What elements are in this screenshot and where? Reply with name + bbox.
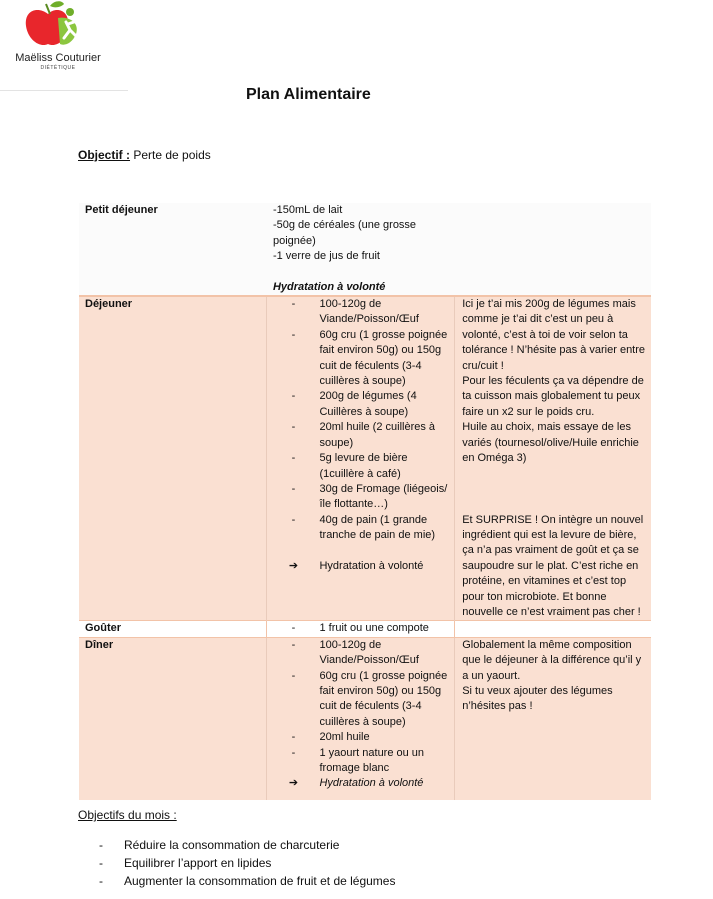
snack-items	[267, 621, 455, 637]
meal-label: Dîner	[79, 637, 267, 800]
table-row-dinner	[79, 637, 651, 800]
breakfast-line: -150mL de lait	[272, 204, 343, 216]
breakfast-line: -1 verre de jus de fruit	[272, 250, 380, 263]
brand-name: Maëliss Couturier	[15, 52, 101, 64]
page-title: Plan Alimentaire	[246, 86, 371, 103]
apple-runner-logo	[10, 0, 128, 90]
breakfast-line: -50g de céréales (une grosse poignée)	[272, 219, 417, 247]
list-item: - 60g cru (1 grosse poignée fait environ 50g) ou 150g cuit de féculents (3-4 cuillères à soupe)	[291, 328, 448, 388]
list-item: - 30g de Fromage (liégeois/ île flottante…)	[291, 482, 448, 511]
breakfast-content	[267, 203, 651, 296]
lunch-hydration: ➔ Hydratation à volonté	[267, 559, 454, 574]
list-item: - 5g levure de bière (1cuillère à café)	[291, 452, 408, 480]
dinner-notes	[455, 637, 651, 800]
list-item: - Equilibrer l’apport en lipides	[99, 856, 272, 870]
objective-label: Objectif :	[78, 148, 131, 162]
table-row-snack	[79, 621, 651, 637]
list-item: - 60g cru (1 grosse poignée fait environ 50g) ou 150g cuit de féculents (3-4 cuillères à soupe)	[291, 669, 448, 728]
logo-divider	[0, 90, 128, 91]
list-item: - Réduire la consommation de charcuterie	[99, 838, 340, 852]
dinner-items	[267, 637, 455, 800]
lunch-note: Pour les féculents ça va dépendre de ta cuisson mais globalement tu peux faire un x2 sur le poids cru.	[462, 375, 644, 418]
list-item: - 1 fruit ou une compote	[291, 622, 429, 635]
monthly-objectives-list	[78, 836, 395, 890]
objective	[78, 148, 211, 162]
table-row-breakfast	[79, 203, 651, 296]
arrow-icon: ➔	[288, 559, 299, 572]
lunch-note: Et SURPRISE ! On intègre un nouvel ingrédient qui est la levure de bière, ça n’a pas vraiment de goût et ça se saupoudre sur le plat. C’est riche en protéine, en vitamines et c’est top pour ton microbiote. Et bonne nouvelle ce n’est vraiment pas cher !	[462, 513, 644, 618]
meal-label: Goûter	[79, 621, 267, 637]
list-item: - 40g de pain (1 grande tranche de pain de mie)	[291, 513, 436, 542]
list-item: - 1 yaourt nature ou un fromage blanc	[291, 746, 425, 774]
meal-label: Déjeuner	[79, 296, 267, 621]
lunch-notes	[455, 296, 651, 621]
objective-value: Perte de poids	[133, 148, 211, 162]
snack-notes	[455, 621, 651, 637]
list-item: - 100-120g de Viande/Poisson/Œuf	[291, 638, 419, 667]
lunch-items	[267, 296, 455, 621]
breakfast-hydration: Hydratation à volonté	[272, 280, 386, 293]
monthly-objectives-title: Objectifs du mois :	[78, 808, 177, 822]
list-item: - 20ml huile (2 cuillères à soupe)	[291, 421, 436, 449]
lunch-note: Ici je t’ai mis 200g de légumes mais comme je t’ai dit c’est un peu à volonté, c’est à toi de voir selon ta tolérance ! N’hésite pas à varier entre cru/cuit !	[462, 298, 646, 372]
meal-plan-table	[79, 203, 651, 800]
dinner-note: Si tu veux ajouter des légumes n’hésites pas !	[462, 684, 613, 713]
brand-subtitle: DIÉTÉTIQUE	[40, 65, 76, 71]
arrow-icon: ➔	[288, 777, 299, 790]
list-item: - Augmenter la consommation de fruit et de légumes	[99, 874, 396, 888]
list-item: - 200g de légumes (4 Cuillères à soupe)	[291, 390, 417, 418]
list-item: - 20ml huile	[291, 731, 370, 744]
meal-label: Petit déjeuner	[79, 203, 267, 296]
list-item: - 100-120g de Viande/Poisson/Œuf	[291, 298, 419, 326]
dinner-note: Globalement la même composition que le déjeuner à la différence qu’il y a un yaourt.	[462, 638, 642, 682]
lunch-note: Huile au choix, mais essaye de les variés (tournesol/olive/Huile enrichie en Oméga 3)	[462, 421, 639, 465]
dinner-hydration: ➔ Hydratation à volonté	[267, 776, 454, 791]
table-row-lunch	[79, 296, 651, 621]
